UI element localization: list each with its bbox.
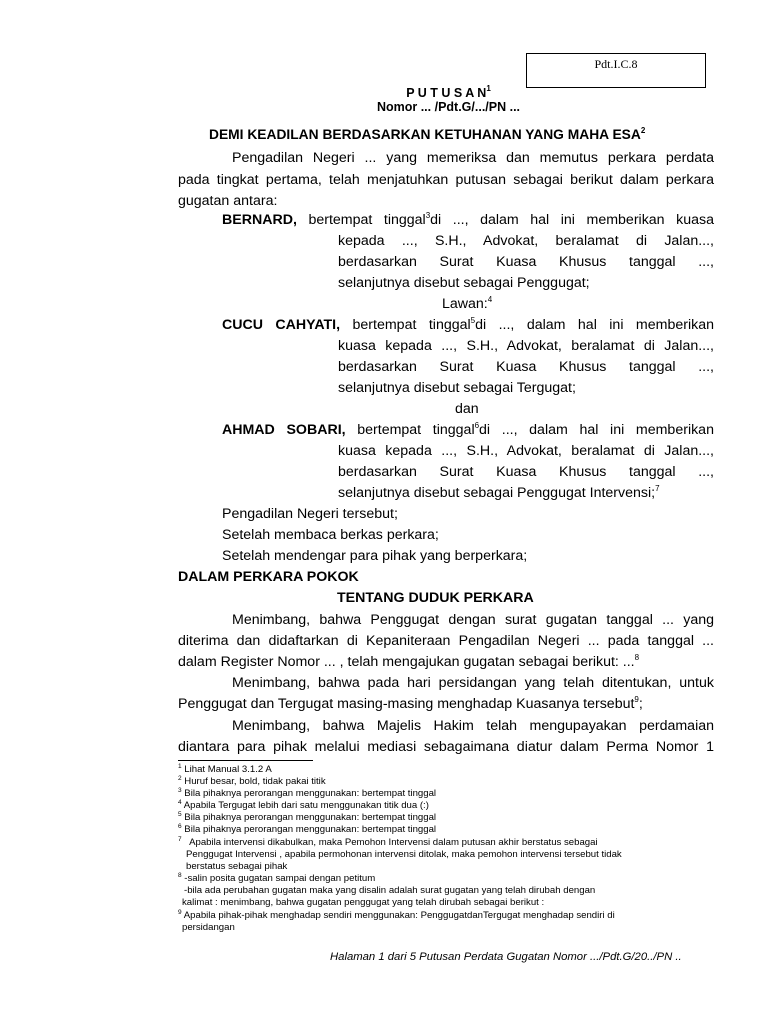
footnote-5 xyxy=(178,812,436,824)
footnote-2 xyxy=(178,776,326,788)
footnote-divider xyxy=(178,760,313,761)
footnote-text: Lihat Manual 3.1.2 A xyxy=(184,764,272,775)
heading-text: DEMI KEADILAN BERDASARKAN KETUHANAN YANG MAHA ESA xyxy=(209,127,641,142)
footnote-number: 6 xyxy=(178,823,182,830)
party-text: bertempat tinggal xyxy=(357,422,475,438)
footnote-ref[interactable]: 1 xyxy=(486,84,491,93)
footnote-3 xyxy=(178,788,436,800)
footnote-ref[interactable]: 6 xyxy=(474,421,480,430)
footnote-ref[interactable]: 2 xyxy=(640,126,646,135)
footnote-ref[interactable]: 9 xyxy=(634,695,639,704)
party-intervensi-line-3: berdasarkan Surat Kuasa Khusus tanggal ..., xyxy=(338,464,714,480)
footnote-number: 2 xyxy=(178,775,182,782)
case-number: Nomor ... /Pdt.G/.../PN ... xyxy=(376,100,521,114)
intro-line-2: pada tingkat pertama, telah menjatuhkan putusan sebagai berikut dalam perkara xyxy=(178,172,714,188)
party-name: AHMAD SOBARI, xyxy=(222,422,346,438)
party-intervensi-line-2: kuasa kepada ..., S.H., Advokat, beralamat di Jalan..., xyxy=(338,443,714,459)
footnote-text: Huruf besar, bold, tidak pakai titik xyxy=(184,776,326,787)
footnote-ref[interactable]: 5 xyxy=(470,316,476,325)
party-text: bertempat tinggal xyxy=(308,212,426,228)
footnote-number: 7 xyxy=(178,836,182,843)
party-tergugat-line-1 xyxy=(222,317,714,333)
footnote-1 xyxy=(178,764,272,776)
footnote-ref[interactable]: 4 xyxy=(487,295,493,304)
footnote-text: Apabila pihak-pihak menghadap sendiri menggunakan: PenggugatdanTergugat menghadap sendiri di xyxy=(183,910,615,921)
party-intervensi-line-4 xyxy=(338,485,660,501)
statement-3: Setelah mendengar para pihak yang berperkara; xyxy=(222,548,528,564)
title-text: P U T U S A N xyxy=(406,86,487,100)
party-intervensi-line-1 xyxy=(222,422,714,438)
party-text: di ..., dalam hal ini memberikan xyxy=(475,317,714,333)
heading-irah xyxy=(209,127,645,142)
p1-line-2: diterima dan didaftarkan di Kepaniteraan Pengadilan Negeri ... pada tanggal ... xyxy=(178,633,714,649)
p1-text: dalam Register Nomor ... , telah mengajukan gugatan sebagai berikut: ... xyxy=(178,654,635,670)
lawan-text: Lawan: xyxy=(442,296,488,312)
footnote-8-cont-2: kalimat : menimbang, bahwa gugatan penggugat yang telah dirubah sebagai berikut : xyxy=(182,897,545,908)
p2-line-2: Penggugat dan Tergugat masing-masing menghadap Kuasanya tersebut$^9$; xyxy=(178,695,643,712)
statement-2: Setelah membaca berkas perkara; xyxy=(222,527,439,543)
document-code-box: Pdt.I.C.8 xyxy=(526,53,706,88)
footnote-number: 3 xyxy=(178,787,182,794)
p2-line-1: Menimbang, bahwa pada hari persidangan yang telah ditentukan, untuk xyxy=(232,675,714,691)
p3-line-2: diantara para pihak melalui mediasi sebagaimana diatur dalam Perma Nomor 1 xyxy=(178,739,714,755)
footnote-9 xyxy=(178,910,615,922)
page-footer: Halaman 1 dari 5 Putusan Perdata Gugatan Nomor .../Pdt.G/20../PN .. xyxy=(330,951,682,963)
subsection-heading: TENTANG DUDUK PERKARA xyxy=(337,590,534,606)
document-title xyxy=(0,86,768,100)
footnote-8 xyxy=(178,873,375,885)
party-tergugat-line-4: selanjutnya disebut sebagai Tergugat; xyxy=(338,380,576,396)
footnote-number: 5 xyxy=(178,811,182,818)
party-penggugat-line-1 xyxy=(222,212,714,228)
party-name: CUCU CAHYATI, xyxy=(222,317,341,333)
dan-label: dan xyxy=(455,401,479,417)
footnote-ref[interactable]: 3 xyxy=(425,211,431,220)
footnote-text: -salin posita gugatan sampai dengan petitum xyxy=(184,873,376,884)
party-name: BERNARD, xyxy=(222,212,297,228)
p3-line-1: Menimbang, bahwa Majelis Hakim telah mengupayakan perdamaian xyxy=(232,718,714,734)
footnote-number: 4 xyxy=(178,799,182,806)
party-text: di ..., dalam hal ini memberikan xyxy=(479,422,714,438)
party-text: di ..., dalam hal ini memberikan kuasa xyxy=(430,212,714,228)
footnote-text: Bila pihaknya perorangan menggunakan: bertempat tinggal xyxy=(184,824,437,835)
footnote-text: Apabila intervensi dikabulkan, maka Pemohon Intervensi dalam putusan akhir berstatus sebagai xyxy=(189,837,598,848)
footnote-text: Apabila Tergugat lebih dari satu menggunakan titik dua (:) xyxy=(183,800,429,811)
footnote-number: 8 xyxy=(178,872,182,879)
party-tergugat-line-3: berdasarkan Surat Kuasa Khusus tanggal ..., xyxy=(338,359,714,375)
footnote-7 xyxy=(178,837,598,849)
footnote-text: Bila pihaknya perorangan menggunakan: bertempat tinggal xyxy=(184,788,437,799)
party-text: bertempat tinggal xyxy=(352,317,471,333)
footnote-number: 1 xyxy=(178,763,182,770)
party-penggugat-line-4: selanjutnya disebut sebagai Penggugat; xyxy=(338,275,590,291)
footnote-text: Bila pihaknya perorangan menggunakan: bertempat tinggal xyxy=(184,812,437,823)
p1-line-3 xyxy=(178,654,639,670)
lawan-label xyxy=(442,296,492,312)
footnote-8-cont-1: -bila ada perubahan gugatan maka yang disalin adalah surat gugatan yang telah dirubah dengan xyxy=(184,885,596,896)
party-penggugat-line-2: kepada ..., S.H., Advokat, beralamat di Jalan..., xyxy=(338,233,714,249)
footnote-7-cont-1: Penggugat Intervensi , apabila permohonan intervensi ditolak, maka pemohon intervensi tersebut tidak xyxy=(186,849,622,860)
party-penggugat-line-3: berdasarkan Surat Kuasa Khusus tanggal ..., xyxy=(338,254,714,270)
section-heading: DALAM PERKARA POKOK xyxy=(178,569,359,585)
intro-line-3: gugatan antara: xyxy=(178,193,278,209)
p1-line-1: Menimbang, bahwa Penggugat dengan surat gugatan tanggal ... yang xyxy=(232,612,714,628)
statement-1: Pengadilan Negeri tersebut; xyxy=(222,506,398,522)
footnote-ref[interactable]: 7 xyxy=(655,484,660,493)
party-text: selanjutnya disebut sebagai Penggugat Intervensi; xyxy=(338,485,656,501)
party-tergugat-line-2: kuasa kepada ..., S.H., Advokat, beralamat di Jalan..., xyxy=(338,338,714,354)
footnote-number: 9 xyxy=(178,909,182,916)
intro-line-1: Pengadilan Negeri ... yang memeriksa dan memutus perkara perdata xyxy=(232,150,714,166)
footnote-6 xyxy=(178,824,436,836)
p2-text: Penggugat dan Tergugat masing-masing menghadap Kuasanya tersebut xyxy=(178,696,635,712)
footnote-4 xyxy=(178,800,429,812)
footnote-7-cont-2: berstatus sebagai pihak xyxy=(186,861,288,872)
footnote-ref[interactable]: 8 xyxy=(634,653,640,662)
footnote-9-cont-1: persidangan xyxy=(182,922,235,933)
